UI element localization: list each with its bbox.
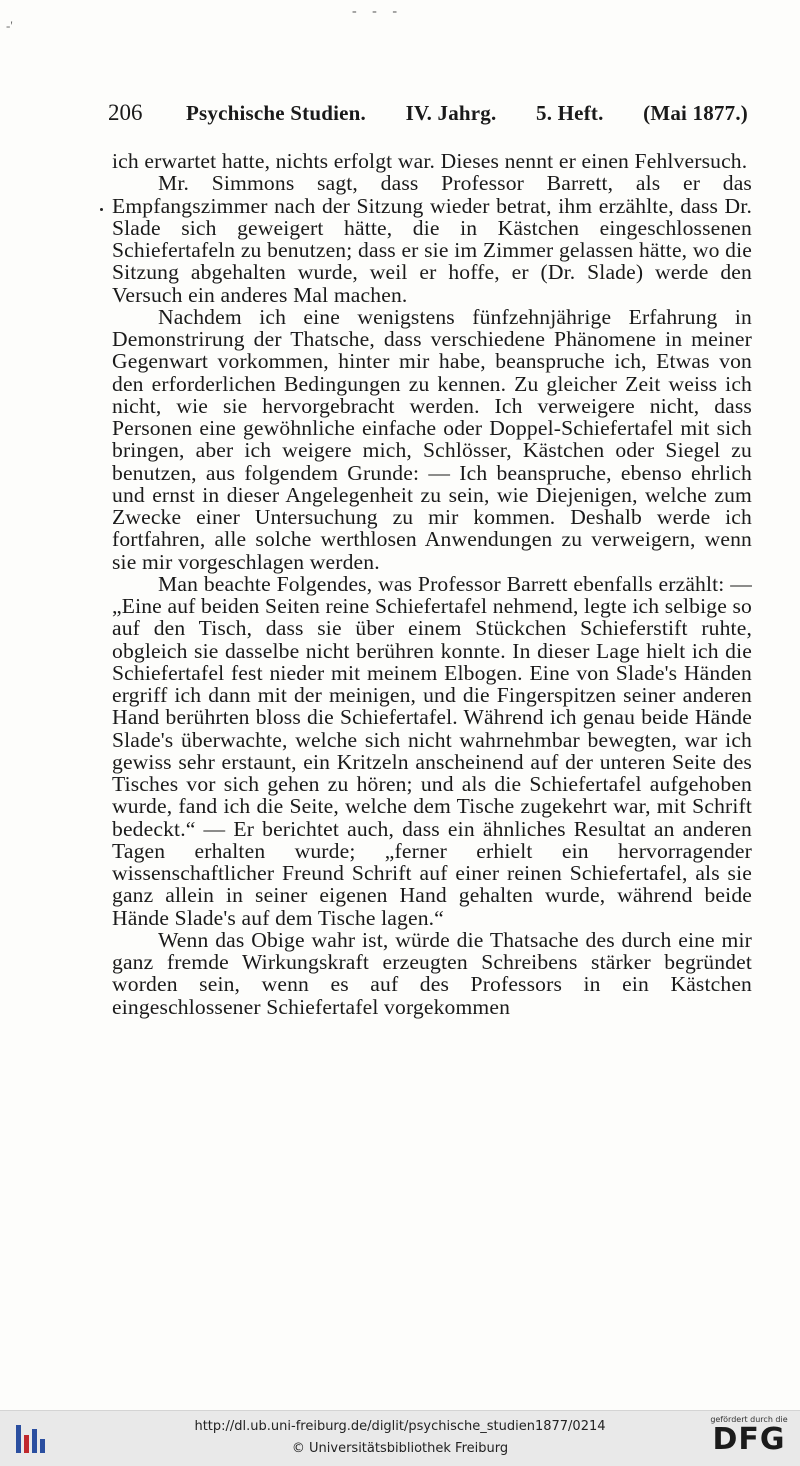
copyright-text: © Universitätsbibliothek Freiburg: [291, 1441, 509, 1456]
issue-label: 5. Heft.: [536, 101, 604, 125]
permalink-url[interactable]: http://dl.ub.uni-freiburg.de/diglit/psychische_studien1877/0214: [194, 1419, 606, 1434]
dfg-logo-text: DFG: [712, 1422, 786, 1457]
paragraph-barrett-account: Man beachte Folgendes, was Professor Barrett ebenfalls erzählt: — „Eine auf beiden Seiten reine Schiefertafel nehmend, legte ich selbige so auf den Tisch, dass sie über einem Stückchen Schieferstift ruhte, obgleich sie dasselbe nicht berühren konnte. In dieser Lage hielt ich die Schiefertafel fest nieder mit meinem Elbogen. Eine von Slade's Händen ergriff ich dann mit der meinigen, und die Fingerspitzen seiner anderen Hand berührten bloss die Schiefertafel. Während ich genau beide Hände Slade's überwachte, welche sich nicht wahrnehmbar bewegten, war ich gewiss sehr erstaunt, ein Kritzeln anscheinend auf der unteren Seite des Tisches vor sich gehen zu hören; und als die Schiefertafel aufgehoben wurde, fand ich die Seite, welche dem Tische zugekehrt war, mit Schrift bedeckt.“ — Er berichtet auch, dass ein ähnliches Resultat an anderen Tagen erhalten wurde; „ferner erhielt ein hervorragender wissenschaftlicher Freund Schrift auf einer reinen Schiefertafel, als sie ganz allein in seiner eigenen Hand gehalten wurde, während beide Hände Slade's auf dem Tische lagen.“: [112, 571, 752, 930]
journal-title: Psychische Studien.: [186, 101, 366, 125]
scan-artifact-mark: - - -: [352, 4, 403, 19]
paragraph-simmons: Mr. Simmons sagt, dass Professor Barrett, als er das Empfangszimmer nach der Sitzung wieder betrat, ihm erzählte, dass Dr. Slade sich geweigert hätte, die in Kästchen eingeschlossenen Schiefertafeln zu benutzen; dass er sie im Zimmer gelassen hätte, wo die Sitzung abgehalten wurde, weil er hoffe, er (Dr. Slade) werde den Versuch ein anderes Mal machen.: [112, 171, 752, 307]
dfg-logo-icon[interactable]: [704, 1415, 794, 1463]
body-text: [112, 150, 752, 1018]
date-label: (Mai 1877.): [643, 101, 748, 125]
page-number: 206: [108, 100, 143, 125]
running-title: [186, 101, 748, 126]
scan-artifact-left-mark: -': [6, 18, 13, 33]
paragraph-continuation: ich erwartet hatte, nichts erfolgt war. Dieses nennt er einen Fehlversuch.: [112, 149, 748, 173]
library-footer-bar: [0, 1410, 800, 1466]
volume-label: IV. Jahrg.: [405, 101, 497, 125]
dfg-funding-label: gefördert durch die: [710, 1415, 788, 1424]
running-header: [108, 100, 748, 126]
margin-dot: [100, 208, 103, 211]
paragraph-conclusion: Wenn das Obige wahr ist, würde die Thatsache des durch eine mir ganz fremde Wirkungskraft erzeugten Schreibens stärker begründet worden sein, wenn es auf des Professors in ein Kästchen eingeschlossener Schiefertafel vorgekommen: [112, 927, 752, 1019]
paragraph-experience: Nachdem ich eine wenigstens fünfzehnjährige Erfahrung in Demonstrirung der Thatsche, dass verschiedene Phänomene in meiner Gegenwart vorkommen, hinter mir habe, beanspruche ich, Etwas von den erforderlichen Bedingungen zu kennen. Zu gleicher Zeit weiss ich nicht, wie sie hervorgebracht werden. Ich verweigere nicht, dass Personen eine gewöhnliche einfache oder Doppel-Schiefertafel mit sich bringen, aber ich weigere mich, Schlösser, Kästchen oder Siegel zu benutzen, aus folgendem Grunde: — Ich beanspruche, ebenso ehrlich und ernst in dieser Angelegenheit zu sein, wie Diejenigen, welche zum Zwecke einer Untersuchung zu mir kommen. Deshalb werde ich fortfahren, alle solche werthlosen Anwendungen zu verweigern, wenn sie mir vorgeschlagen werden.: [112, 304, 752, 574]
